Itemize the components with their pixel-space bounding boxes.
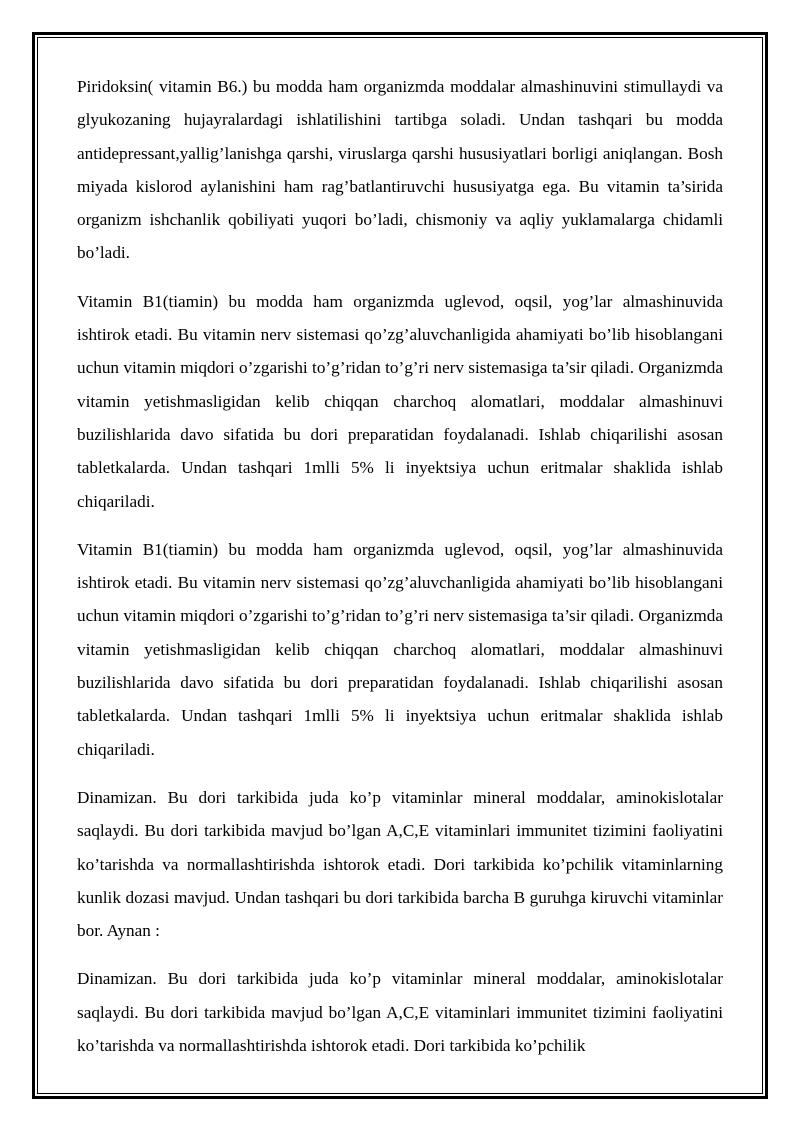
paragraph-piridoksin: Piridoksin( vitamin B6.) bu modda ham organizmda moddalar almashinuvini stimullaydi va glyukozaning hujayralardagi ishlatilishini tartibga soladi. Undan tashqari bu modda antidepressant,yallig’lanishga qarshi, viruslarga qarshi hususiyatlari borligi aniqlangan. Bosh miyada kislorod aylanishini ham rag’batlantiruvchi hususiyatga ega. Bu vitamin ta’sirida organizm ishchanlik qobiliyati yuqori bo’ladi, chismoniy va aqliy yuklamalarga chidamli bo’ladi. [77, 77, 723, 263]
paragraph-dinamizan-repeat: Dinamizan. Bu dori tarkibida juda ko’p vitaminlar mineral moddalar, aminokislotalar saqlaydi. Bu dori tarkibida mavjud bo’lgan A,C,E vitaminlari immunitet tizimini faoliyatini ko’tarishda va normallashtirishda ishtorok etadi. Dori tarkibida ko’pchilik [77, 969, 723, 1056]
paragraph-vitamin-b1-repeat: Vitamin B1(tiamin) bu modda ham organizmda uglevod, oqsil, yog’lar almashinuvida ishtirok etadi. Bu vitamin nerv sistemasi qo’zg’aluvchanligida ahamiyati bo’lib hisoblangani uchun vitamin miqdori o’zgarishi to’g’ridan to’g’ri nerv sistemasiga ta’sir qiladi. Organizmda vitamin yetishmasligidan kelib chiqqan charchoq alomatlari, moddalar almashinuvi buzilishlarida davo sifatida bu dori preparatidan foydalanadi. Ishlab chiqarilishi asosan tabletkalarda. Undan tashqari 1mlli 5% li inyektsiya uchun eritmalar shaklida ishlab chiqariladi. [77, 539, 723, 759]
paragraph-dinamizan: Dinamizan. Bu dori tarkibida juda ko’p vitaminlar mineral moddalar, aminokislotalar saqlaydi. Bu dori tarkibida mavjud bo’lgan A,C,E vitaminlari immunitet tizimini faoliyatini ko’tarishda va normallashtirishda ishtorok etadi. Dori tarkibida ko’pchilik vitaminlarning kunlik dozasi mavjud. Undan tashqari bu dori tarkibida barcha B guruhga kiruvchi vitaminlar bor. Aynan : [77, 787, 723, 941]
document-body [77, 70, 723, 1062]
paragraph-vitamin-b1: Vitamin B1(tiamin) bu modda ham organizmda uglevod, oqsil, yog’lar almashinuvida ishtirok etadi. Bu vitamin nerv sistemasi qo’zg’aluvchanligida ahamiyati bo’lib hisoblangani uchun vitamin miqdori o’zgarishi to’g’ridan to’g’ri nerv sistemasiga ta’sir qiladi. Organizmda vitamin yetishmasligidan kelib chiqqan charchoq alomatlari, moddalar almashinuvi buzilishlarida davo sifatida bu dori preparatidan foydalanadi. Ishlab chiqarilishi asosan tabletkalarda. Undan tashqari 1mlli 5% li inyektsiya uchun eritmalar shaklida ishlab chiqariladi. [77, 291, 723, 511]
